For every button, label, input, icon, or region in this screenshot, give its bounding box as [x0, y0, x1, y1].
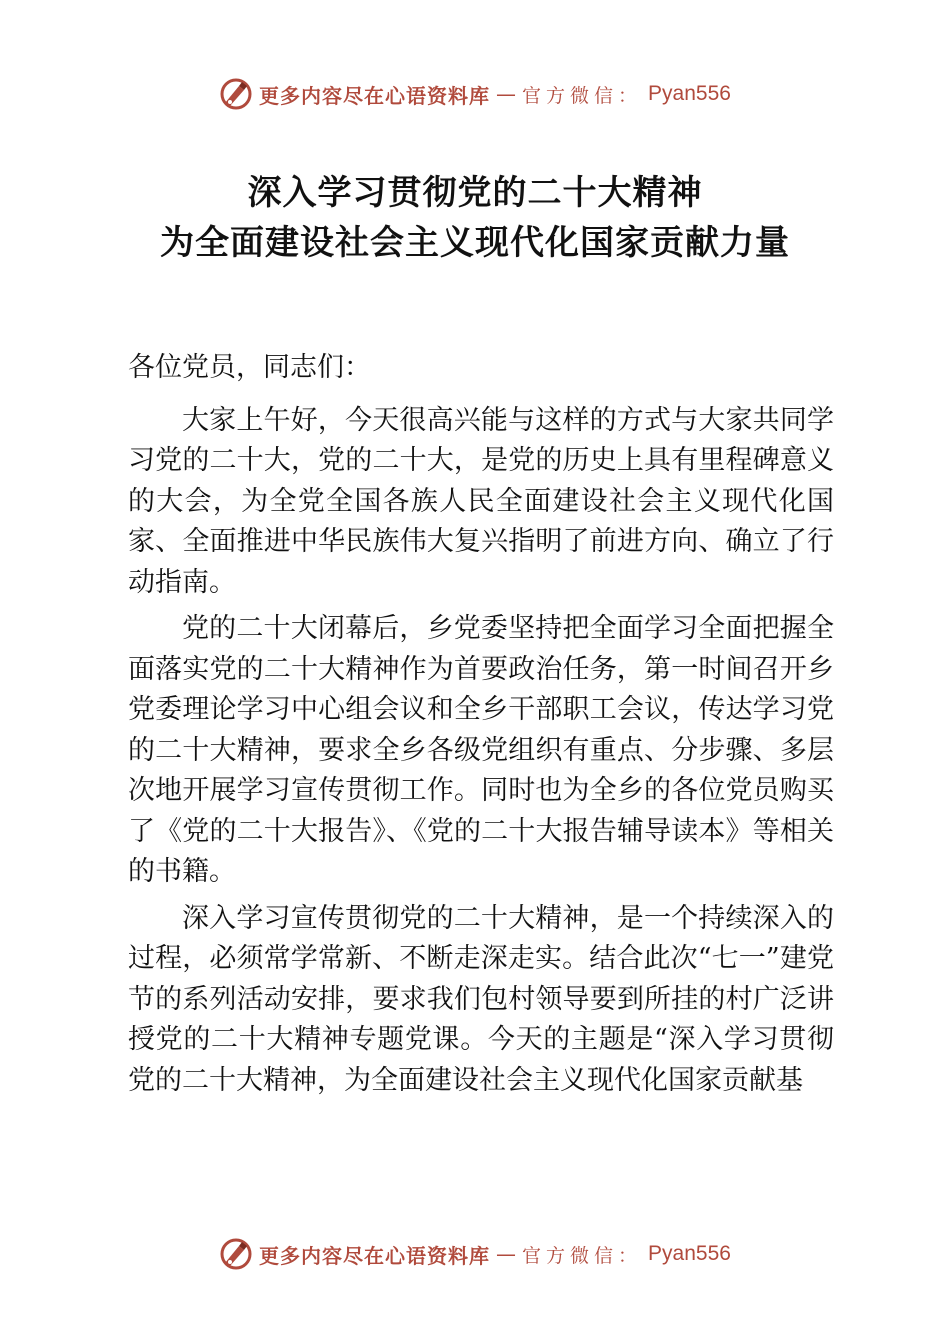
salutation: 各位党员，同志们：	[128, 352, 371, 383]
paragraph-3: 深入学习宣传贯彻党的二十大精神，是一个持续深入的过程，必须常学常新、不断走深走实。结合此次“七一”建党节的系列活动安排，要求我们包村领导要到所挂的村广泛讲授党的二十大精神专题党课。今天的主题是“深入学习贯彻党的二十大精神，为全面建设社会主义现代化国家贡献基	[128, 902, 834, 1096]
document-body	[128, 348, 834, 1107]
watermark-wechat-label: 官方微信：	[522, 1244, 643, 1267]
watermark-wechat-id: Pyan556	[648, 1242, 731, 1265]
watermark-dash: —	[496, 82, 517, 106]
watermark-wechat-label: 官方微信：	[522, 84, 643, 107]
footer-watermark	[0, 1232, 950, 1276]
watermark-brand: 更多内容尽在心语资料库	[259, 83, 491, 108]
pen-logo-icon	[219, 1237, 253, 1271]
watermark-brand: 更多内容尽在心语资料库	[259, 1243, 491, 1268]
title-line-2: 为全面建设社会主义现代化国家贡献力量	[160, 223, 790, 263]
paragraph-1: 大家上午好，今天很高兴能与这样的方式与大家共同学习党的二十大，党的二十大，是党的历史上具有里程碑意义的大会，为全党全国各族人民全面建设社会主义现代化国家、全面推进中华民族伟大复兴指明了前进方向、确立了行动指南。	[128, 404, 834, 598]
header-watermark	[0, 72, 950, 116]
watermark-wechat-id: Pyan556	[648, 82, 731, 105]
watermark-dash: —	[496, 1242, 517, 1266]
paragraph-2: 党的二十大闭幕后，乡党委坚持把全面学习全面把握全面落实党的二十大精神作为首要政治任务，第一时间召开乡党委理论学习中心组会议和全乡干部职工会议，传达学习党的二十大精神，要求全乡各级党组织有重点、分步骤、多层次地开展学习宣传贯彻工作。同时也为全乡的各位党员购买了《党的二十大报告》、《党的二十大报告辅导读本》等相关的书籍。	[128, 613, 834, 887]
document-title	[0, 168, 950, 268]
pen-logo-icon	[219, 77, 253, 111]
title-line-1: 深入学习贯彻党的二十大精神	[247, 173, 703, 213]
